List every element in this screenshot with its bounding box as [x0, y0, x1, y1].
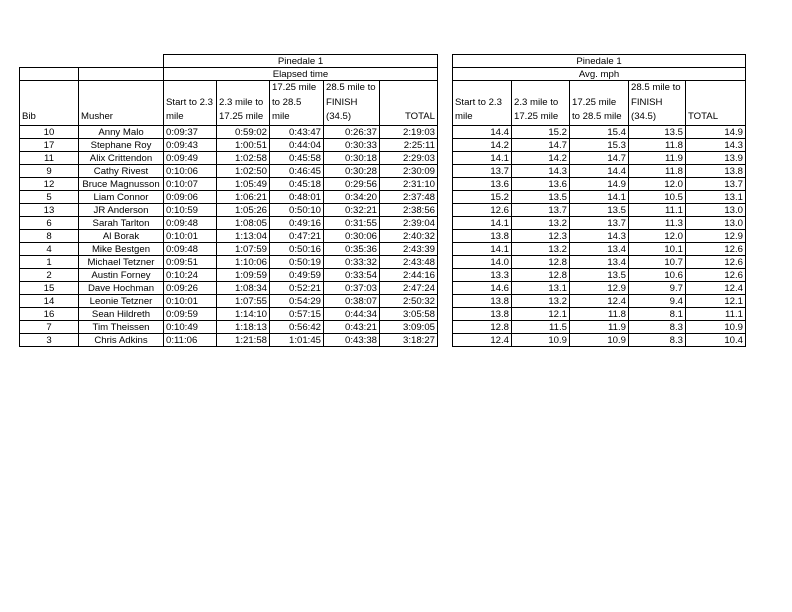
elapsed-time-cell: 2:38:56	[380, 203, 438, 216]
musher-cell: Alix Crittendon	[79, 151, 164, 164]
elapsed-time-cell: 2:40:32	[380, 229, 438, 242]
elapsed-time-cell: 0:46:45	[270, 164, 324, 177]
elapsed-time-cell: 2:39:04	[380, 216, 438, 229]
elapsed-table-row	[20, 138, 438, 151]
musher-cell: Sarah Tarlton	[79, 216, 164, 229]
elapsed-time-cell: 0:10:59	[164, 203, 217, 216]
bib-cell: 6	[20, 216, 79, 229]
elapsed-table-row	[20, 177, 438, 190]
elapsed-column-header: 17.25 mile to 28.5 mile	[270, 81, 324, 126]
elapsed-time-cell: 2:47:24	[380, 281, 438, 294]
elapsed-time-cell: 0:26:37	[324, 125, 380, 138]
elapsed-time-cell: 2:43:39	[380, 242, 438, 255]
avg-mph-cell: 14.2	[512, 151, 570, 164]
mph-table-row	[453, 268, 746, 281]
elapsed-column-header: 2.3 mile to 17.25 mile	[217, 81, 270, 126]
avg-mph-cell: 12.8	[453, 320, 512, 333]
elapsed-time-cell: 0:37:03	[324, 281, 380, 294]
avg-mph-cell: 12.6	[686, 268, 746, 281]
musher-cell: Chris Adkins	[79, 333, 164, 346]
elapsed-time-cell: 0:09:59	[164, 307, 217, 320]
avg-mph-cell: 12.4	[686, 281, 746, 294]
bib-cell: 12	[20, 177, 79, 190]
musher-cell: Dave Hochman	[79, 281, 164, 294]
avg-mph-cell: 13.5	[512, 190, 570, 203]
avg-mph-cell: 13.3	[453, 268, 512, 281]
bib-cell: 17	[20, 138, 79, 151]
elapsed-time-cell: 2:44:16	[380, 268, 438, 281]
avg-mph-cell: 13.2	[512, 216, 570, 229]
elapsed-time-cell: 0:09:48	[164, 216, 217, 229]
elapsed-time-cell: 0:10:06	[164, 164, 217, 177]
avg-mph-cell: 14.1	[453, 216, 512, 229]
elapsed-table-row	[20, 320, 438, 333]
elapsed-table-row	[20, 268, 438, 281]
mph-table-row	[453, 281, 746, 294]
avg-mph-cell: 10.6	[629, 268, 686, 281]
avg-mph-cell: 13.7	[453, 164, 512, 177]
mph-table-row	[453, 203, 746, 216]
mph-table-row	[453, 242, 746, 255]
elapsed-column-header: Start to 2.3 mile	[164, 81, 217, 126]
avg-mph-cell: 15.4	[570, 125, 629, 138]
elapsed-time-cell: 0:47:21	[270, 229, 324, 242]
elapsed-column-header: TOTAL	[380, 81, 438, 126]
mph-column-header: 28.5 mile to FINISH (34.5)	[629, 81, 686, 126]
musher-cell: JR Anderson	[79, 203, 164, 216]
avg-mph-cell: 10.7	[629, 255, 686, 268]
avg-mph-cell: 12.4	[453, 333, 512, 346]
avg-mph-cell: 13.7	[570, 216, 629, 229]
elapsed-subtitle-spacer-musher	[79, 68, 164, 81]
bib-cell: 16	[20, 307, 79, 320]
avg-mph-cell: 11.9	[570, 320, 629, 333]
elapsed-table-row	[20, 151, 438, 164]
avg-mph-cell: 13.2	[512, 294, 570, 307]
elapsed-time-cell: 2:50:32	[380, 294, 438, 307]
elapsed-table-row	[20, 294, 438, 307]
avg-mph-cell: 13.0	[686, 216, 746, 229]
elapsed-time-cell: 2:31:10	[380, 177, 438, 190]
avg-mph-cell: 11.8	[629, 164, 686, 177]
avg-mph-cell: 14.3	[570, 229, 629, 242]
avg-mph-cell: 14.6	[453, 281, 512, 294]
mph-table-row	[453, 177, 746, 190]
avg-mph-cell: 13.4	[570, 255, 629, 268]
mph-table-row	[453, 333, 746, 346]
avg-mph-cell: 12.1	[686, 294, 746, 307]
avg-mph-cell: 12.3	[512, 229, 570, 242]
elapsed-time-cell: 1:10:06	[217, 255, 270, 268]
elapsed-time-cell: 0:43:47	[270, 125, 324, 138]
elapsed-time-cell: 0:48:01	[270, 190, 324, 203]
mph-table-row	[453, 151, 746, 164]
avg-mph-cell: 14.4	[453, 125, 512, 138]
avg-mph-cell: 11.8	[629, 138, 686, 151]
avg-mph-cell: 14.1	[570, 190, 629, 203]
avg-mph-cell: 8.1	[629, 307, 686, 320]
avg-mph-cell: 11.1	[686, 307, 746, 320]
elapsed-time-cell: 0:45:18	[270, 177, 324, 190]
avg-mph-cell: 13.5	[570, 203, 629, 216]
elapsed-table-row	[20, 190, 438, 203]
avg-mph-cell: 12.8	[512, 255, 570, 268]
avg-mph-cell: 10.5	[629, 190, 686, 203]
elapsed-time-cell: 0:09:26	[164, 281, 217, 294]
avg-mph-cell: 13.6	[512, 177, 570, 190]
avg-mph-cell: 13.5	[629, 125, 686, 138]
elapsed-time-cell: 0:35:36	[324, 242, 380, 255]
avg-mph-cell: 10.4	[686, 333, 746, 346]
elapsed-time-cell: 0:43:38	[324, 333, 380, 346]
avg-mph-cell: 14.9	[686, 125, 746, 138]
elapsed-time-cell: 0:30:33	[324, 138, 380, 151]
elapsed-subtitle: Elapsed time	[164, 68, 438, 81]
avg-mph-cell: 8.3	[629, 333, 686, 346]
mph-table-row	[453, 125, 746, 138]
musher-cell: Austin Forney	[79, 268, 164, 281]
avg-mph-cell: 15.2	[512, 125, 570, 138]
elapsed-time-cell: 2:19:03	[380, 125, 438, 138]
elapsed-time-cell: 0:10:24	[164, 268, 217, 281]
avg-mph-cell: 13.1	[512, 281, 570, 294]
elapsed-time-cell: 1:18:13	[217, 320, 270, 333]
avg-mph-cell: 12.6	[686, 255, 746, 268]
elapsed-subtitle-row	[20, 68, 438, 81]
elapsed-time-cell: 0:11:06	[164, 333, 217, 346]
elapsed-time-cell: 0:29:56	[324, 177, 380, 190]
musher-cell: Tim Theissen	[79, 320, 164, 333]
elapsed-column-header: Musher	[79, 81, 164, 126]
musher-cell: Liam Connor	[79, 190, 164, 203]
elapsed-time-cell: 0:32:21	[324, 203, 380, 216]
mph-header-row	[453, 81, 746, 126]
avg-mph-cell: 12.0	[629, 177, 686, 190]
mph-table-row	[453, 138, 746, 151]
avg-mph-cell: 10.9	[570, 333, 629, 346]
elapsed-time-cell: 0:30:28	[324, 164, 380, 177]
avg-mph-cell: 9.7	[629, 281, 686, 294]
elapsed-time-cell: 1:21:58	[217, 333, 270, 346]
elapsed-table-row	[20, 307, 438, 320]
elapsed-time-cell: 0:33:32	[324, 255, 380, 268]
elapsed-time-cell: 0:09:06	[164, 190, 217, 203]
avg-mph-cell: 8.3	[629, 320, 686, 333]
musher-cell: Michael Tetzner	[79, 255, 164, 268]
bib-cell: 2	[20, 268, 79, 281]
mph-table-row	[453, 229, 746, 242]
elapsed-column-header: Bib	[20, 81, 79, 126]
avg-mph-table	[452, 54, 746, 347]
avg-mph-cell: 13.0	[686, 203, 746, 216]
elapsed-time-cell: 1:14:10	[217, 307, 270, 320]
avg-mph-cell: 13.8	[686, 164, 746, 177]
elapsed-time-cell: 3:05:58	[380, 307, 438, 320]
elapsed-time-cell: 0:50:10	[270, 203, 324, 216]
elapsed-time-cell: 0:54:29	[270, 294, 324, 307]
elapsed-time-cell: 1:05:49	[217, 177, 270, 190]
avg-mph-cell: 11.9	[629, 151, 686, 164]
elapsed-table-row	[20, 216, 438, 229]
musher-cell: Anny Malo	[79, 125, 164, 138]
elapsed-time-table	[19, 54, 438, 347]
elapsed-time-cell: 0:56:42	[270, 320, 324, 333]
elapsed-time-cell: 0:31:55	[324, 216, 380, 229]
elapsed-group-spacer	[20, 55, 164, 68]
bib-cell: 4	[20, 242, 79, 255]
elapsed-time-cell: 2:43:48	[380, 255, 438, 268]
avg-mph-cell: 12.4	[570, 294, 629, 307]
mph-table-row	[453, 255, 746, 268]
avg-mph-cell: 14.7	[570, 151, 629, 164]
avg-mph-cell: 12.8	[512, 268, 570, 281]
mph-subtitle-row	[453, 68, 746, 81]
bib-cell: 5	[20, 190, 79, 203]
elapsed-table-row	[20, 255, 438, 268]
elapsed-time-cell: 1:00:51	[217, 138, 270, 151]
avg-mph-cell: 13.5	[570, 268, 629, 281]
elapsed-time-cell: 0:34:20	[324, 190, 380, 203]
elapsed-time-cell: 1:07:55	[217, 294, 270, 307]
avg-mph-cell: 12.9	[570, 281, 629, 294]
avg-mph-cell: 11.8	[570, 307, 629, 320]
elapsed-time-cell: 0:30:06	[324, 229, 380, 242]
avg-mph-cell: 11.3	[629, 216, 686, 229]
elapsed-time-cell: 1:09:59	[217, 268, 270, 281]
elapsed-time-cell: 1:13:04	[217, 229, 270, 242]
elapsed-time-cell: 0:50:19	[270, 255, 324, 268]
elapsed-column-header: 28.5 mile to FINISH (34.5)	[324, 81, 380, 126]
elapsed-time-cell: 1:05:26	[217, 203, 270, 216]
elapsed-time-cell: 0:43:21	[324, 320, 380, 333]
bib-cell: 1	[20, 255, 79, 268]
avg-mph-cell: 15.2	[453, 190, 512, 203]
elapsed-table-row	[20, 125, 438, 138]
avg-mph-cell: 11.5	[512, 320, 570, 333]
elapsed-time-cell: 0:09:49	[164, 151, 217, 164]
avg-mph-cell: 12.0	[629, 229, 686, 242]
mph-table-row	[453, 294, 746, 307]
avg-mph-cell: 13.7	[686, 177, 746, 190]
elapsed-time-cell: 0:09:43	[164, 138, 217, 151]
mph-table-row	[453, 307, 746, 320]
elapsed-time-cell: 1:01:45	[270, 333, 324, 346]
elapsed-subtitle-spacer-bib	[20, 68, 79, 81]
elapsed-time-cell: 2:25:11	[380, 138, 438, 151]
avg-mph-cell: 14.3	[686, 138, 746, 151]
musher-cell: Mike Bestgen	[79, 242, 164, 255]
elapsed-time-cell: 0:09:48	[164, 242, 217, 255]
mph-group-row	[453, 55, 746, 68]
mph-table-row	[453, 320, 746, 333]
avg-mph-cell: 13.8	[453, 307, 512, 320]
avg-mph-cell: 13.7	[512, 203, 570, 216]
elapsed-time-cell: 0:57:15	[270, 307, 324, 320]
avg-mph-cell: 9.4	[629, 294, 686, 307]
avg-mph-cell: 13.4	[570, 242, 629, 255]
elapsed-time-cell: 2:29:03	[380, 151, 438, 164]
avg-mph-cell: 14.1	[453, 151, 512, 164]
elapsed-time-cell: 2:37:48	[380, 190, 438, 203]
bib-cell: 13	[20, 203, 79, 216]
musher-cell: Cathy Rivest	[79, 164, 164, 177]
avg-mph-cell: 10.9	[512, 333, 570, 346]
avg-mph-cell: 13.6	[453, 177, 512, 190]
bib-cell: 7	[20, 320, 79, 333]
elapsed-time-cell: 1:02:58	[217, 151, 270, 164]
mph-column-header: TOTAL	[686, 81, 746, 126]
elapsed-time-cell: 1:02:50	[217, 164, 270, 177]
avg-mph-cell: 11.1	[629, 203, 686, 216]
elapsed-time-cell: 0:59:02	[217, 125, 270, 138]
mph-column-header: 2.3 mile to 17.25 mile	[512, 81, 570, 126]
mph-subtitle: Avg. mph	[453, 68, 746, 81]
avg-mph-cell: 15.3	[570, 138, 629, 151]
elapsed-table-row	[20, 203, 438, 216]
avg-mph-cell: 14.1	[453, 242, 512, 255]
bib-cell: 8	[20, 229, 79, 242]
mph-column-header: Start to 2.3 mile	[453, 81, 512, 126]
elapsed-time-cell: 0:30:18	[324, 151, 380, 164]
elapsed-group-row	[20, 55, 438, 68]
avg-mph-cell: 10.1	[629, 242, 686, 255]
elapsed-table-row	[20, 242, 438, 255]
avg-mph-cell: 12.1	[512, 307, 570, 320]
mph-table-row	[453, 164, 746, 177]
avg-mph-cell: 13.9	[686, 151, 746, 164]
avg-mph-cell: 14.2	[453, 138, 512, 151]
avg-mph-cell: 13.1	[686, 190, 746, 203]
avg-mph-cell: 13.2	[512, 242, 570, 255]
mph-table-row	[453, 216, 746, 229]
elapsed-time-cell: 0:52:21	[270, 281, 324, 294]
bib-cell: 10	[20, 125, 79, 138]
elapsed-time-cell: 0:10:01	[164, 229, 217, 242]
elapsed-time-cell: 0:38:07	[324, 294, 380, 307]
avg-mph-cell: 12.9	[686, 229, 746, 242]
elapsed-time-cell: 0:44:04	[270, 138, 324, 151]
elapsed-time-cell: 2:30:09	[380, 164, 438, 177]
bib-cell: 15	[20, 281, 79, 294]
elapsed-time-cell: 0:44:34	[324, 307, 380, 320]
elapsed-time-cell: 0:10:01	[164, 294, 217, 307]
avg-mph-cell: 14.3	[512, 164, 570, 177]
mph-group-title: Pinedale 1	[453, 55, 746, 68]
musher-cell: Sean Hildreth	[79, 307, 164, 320]
elapsed-time-cell: 1:08:05	[217, 216, 270, 229]
bib-cell: 9	[20, 164, 79, 177]
elapsed-time-cell: 0:45:58	[270, 151, 324, 164]
elapsed-time-cell: 0:49:59	[270, 268, 324, 281]
elapsed-time-cell: 3:18:27	[380, 333, 438, 346]
elapsed-group-title: Pinedale 1	[164, 55, 438, 68]
musher-cell: Stephane Roy	[79, 138, 164, 151]
elapsed-table-row	[20, 164, 438, 177]
bib-cell: 14	[20, 294, 79, 307]
avg-mph-cell: 14.7	[512, 138, 570, 151]
bib-cell: 3	[20, 333, 79, 346]
elapsed-time-cell: 0:33:54	[324, 268, 380, 281]
musher-cell: Bruce Magnusson	[79, 177, 164, 190]
elapsed-time-cell: 0:10:49	[164, 320, 217, 333]
elapsed-header-row	[20, 81, 438, 126]
musher-cell: Leonie Tetzner	[79, 294, 164, 307]
bib-cell: 11	[20, 151, 79, 164]
elapsed-table-row	[20, 229, 438, 242]
elapsed-time-cell: 0:49:16	[270, 216, 324, 229]
musher-cell: Al Borak	[79, 229, 164, 242]
elapsed-table-row	[20, 333, 438, 346]
elapsed-time-cell: 0:09:37	[164, 125, 217, 138]
elapsed-time-cell: 1:08:34	[217, 281, 270, 294]
avg-mph-cell: 10.9	[686, 320, 746, 333]
avg-mph-cell: 13.8	[453, 229, 512, 242]
elapsed-time-cell: 0:50:16	[270, 242, 324, 255]
elapsed-time-cell: 0:10:07	[164, 177, 217, 190]
avg-mph-cell: 14.9	[570, 177, 629, 190]
avg-mph-cell: 12.6	[686, 242, 746, 255]
elapsed-time-cell: 0:09:51	[164, 255, 217, 268]
elapsed-table-row	[20, 281, 438, 294]
elapsed-time-cell: 1:07:59	[217, 242, 270, 255]
elapsed-time-cell: 3:09:05	[380, 320, 438, 333]
avg-mph-cell: 12.6	[453, 203, 512, 216]
avg-mph-cell: 13.8	[453, 294, 512, 307]
avg-mph-cell: 14.0	[453, 255, 512, 268]
elapsed-time-cell: 1:06:21	[217, 190, 270, 203]
avg-mph-cell: 14.4	[570, 164, 629, 177]
mph-table-row	[453, 190, 746, 203]
mph-column-header: 17.25 mile to 28.5 mile	[570, 81, 629, 126]
